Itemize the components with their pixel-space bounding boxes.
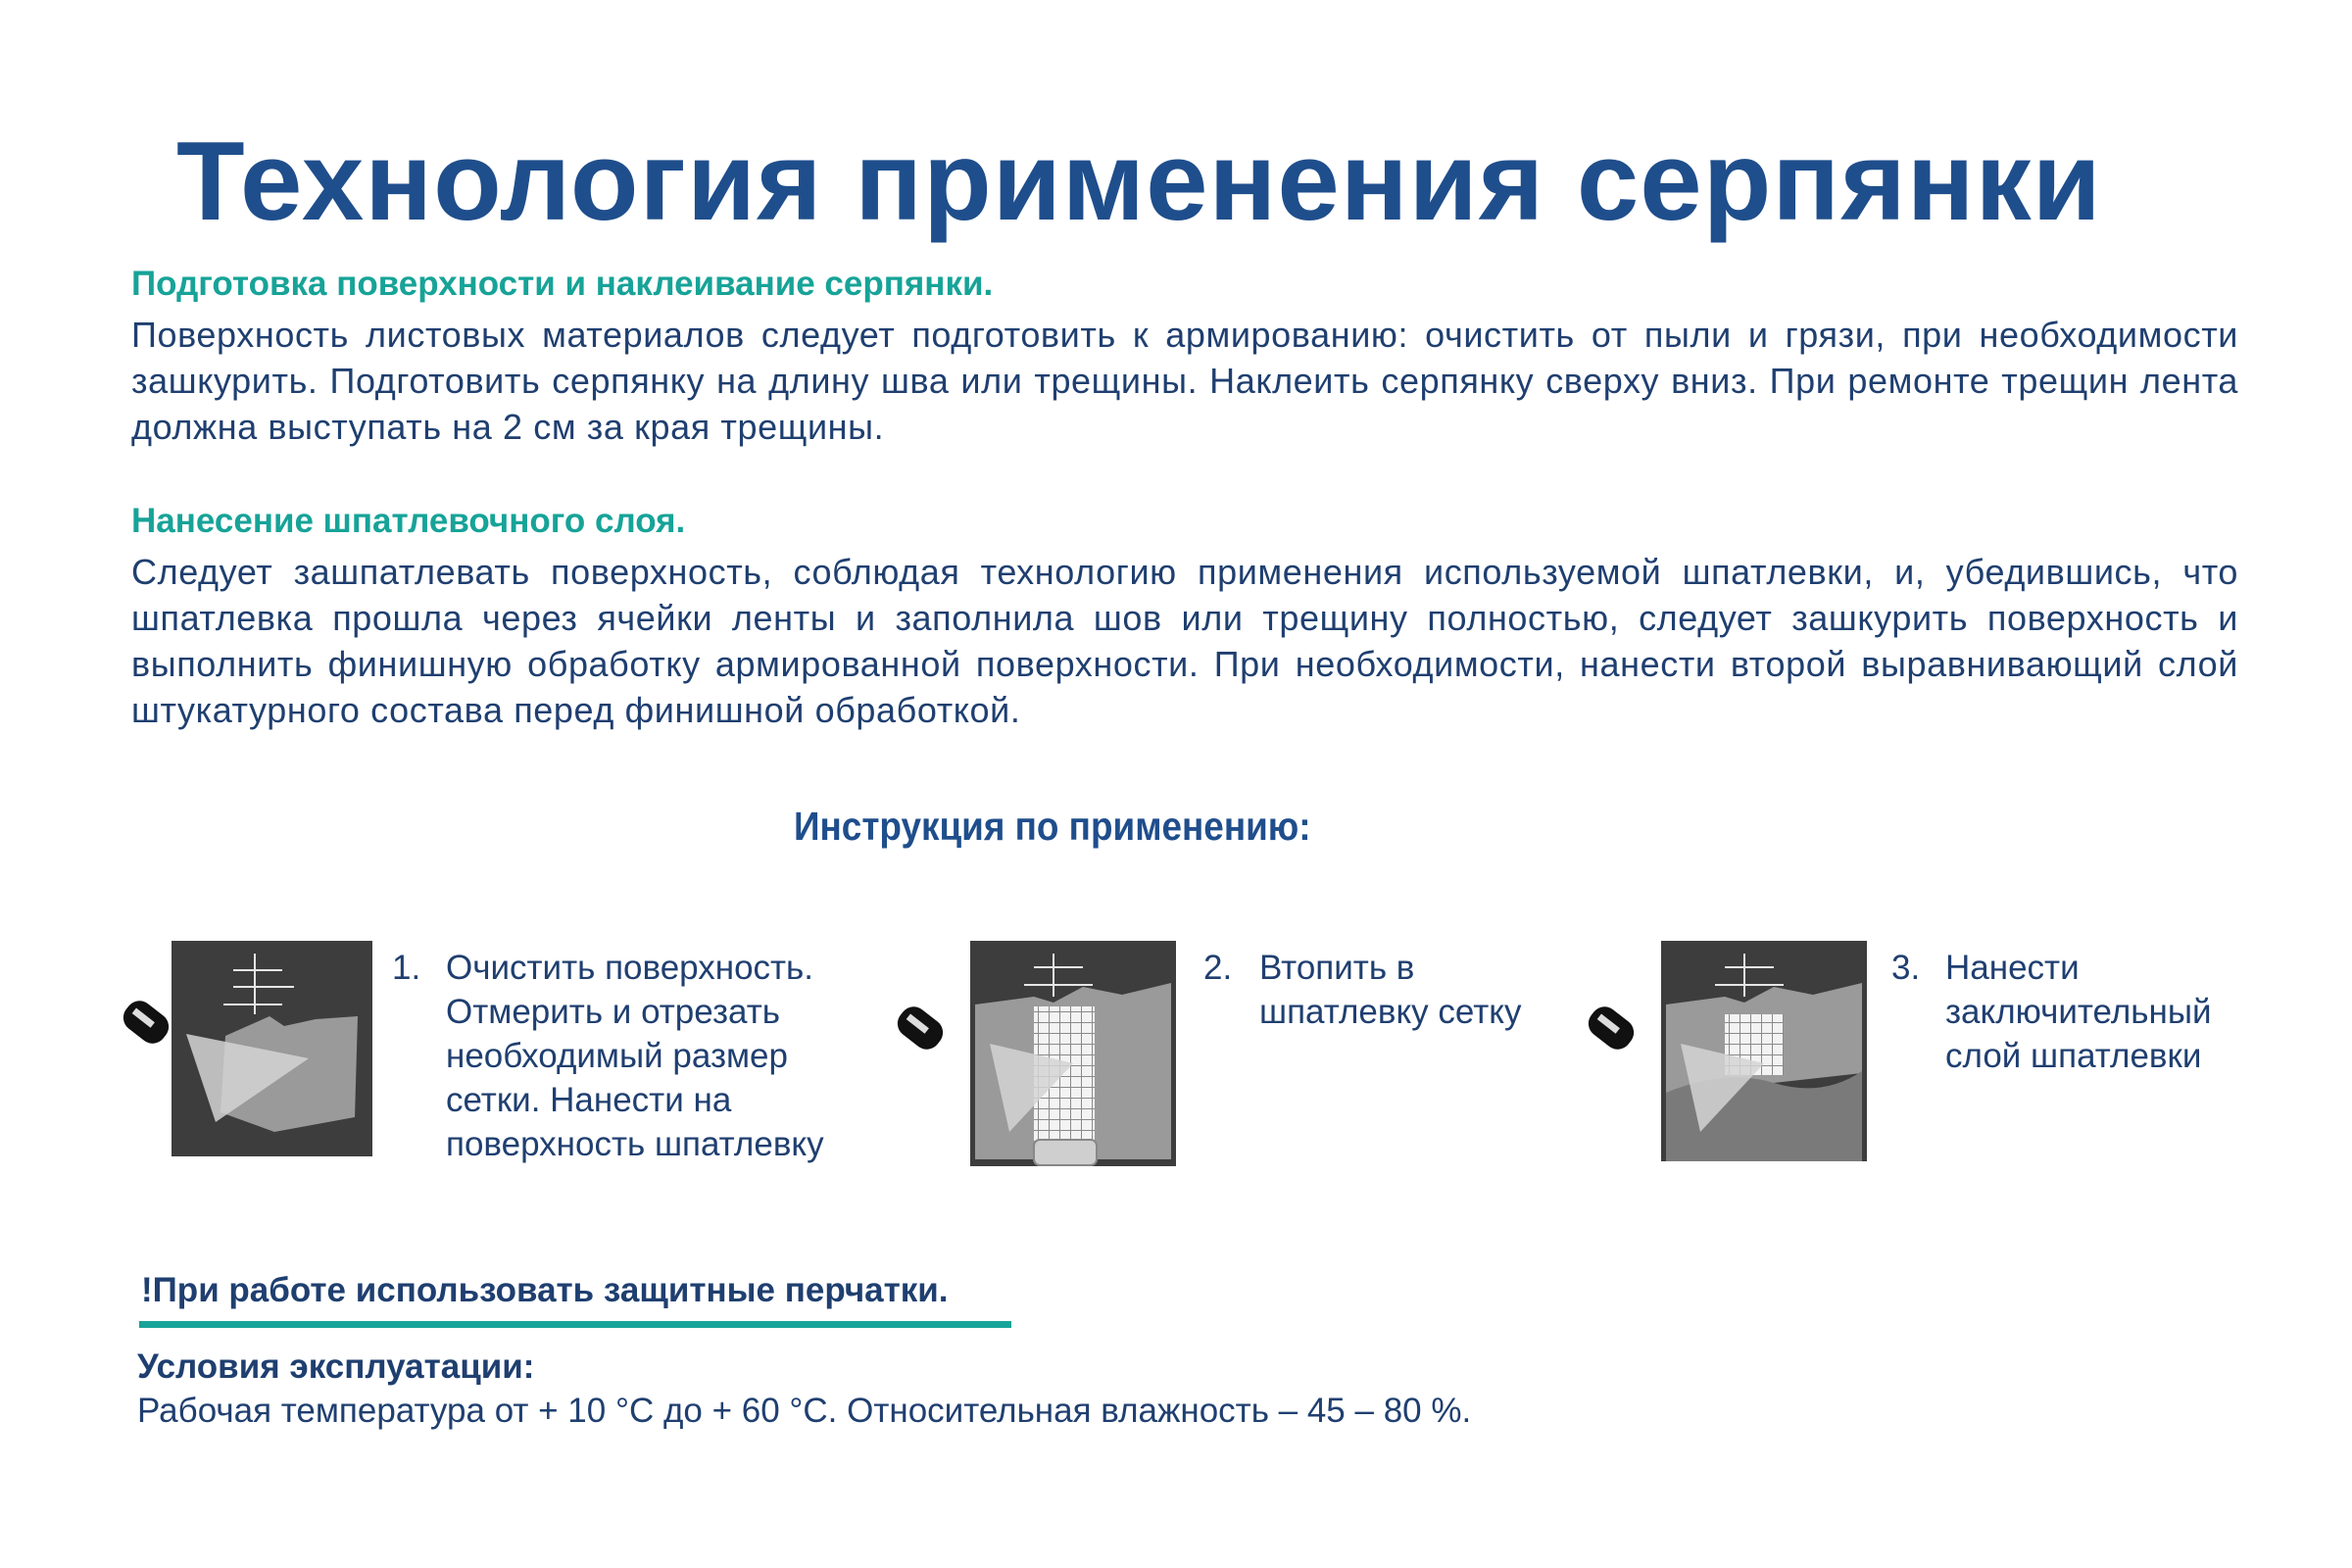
step-3-text: Нанести заключительный слой шпатлевки <box>1945 949 2212 1075</box>
trowel-surface-icon <box>118 936 372 1166</box>
trowel-final-layer-icon <box>1578 936 1872 1171</box>
step-2-text: Втопить в шпатлевку сетку <box>1259 949 1522 1031</box>
step-2-number: 2. <box>1203 949 1233 987</box>
step-1-number: 1. <box>392 949 421 987</box>
conditions-text: Рабочая температура от + 10 °С до + 60 °С. Относительная влажность – 45 – 80 %. <box>137 1392 1472 1430</box>
instructions-title: Инструкция по применению: <box>794 804 1311 849</box>
step-1-text: Очистить поверхность. Отмерить и отрезать необходимый размер сетки. Нанести на поверхность шпатлевку <box>446 949 824 1163</box>
section-text-puttying: Следует зашпатлевать поверхность, соблюдая технологию применения используемой шпатлевки, и, убедившись, что шпатлевка прошла через ячейки ленты и заполнила шов или трещину полностью, следует зашкурить поверхность и выполнить финишную обработку армированной поверхности. При необходимости, нанести второй выравнивающий слой штукатурного состава перед финишной обработкой. <box>131 552 2238 730</box>
safety-warning: !При работе использовать защитные перчатки. <box>141 1271 949 1309</box>
section-text-preparation: Поверхность листовых материалов следует подготовить к армированию: очистить от пыли и грязи, при необходимости зашкурить. Подготовить серпянку на длину шва или трещины. Наклеить серпянку сверху вниз. При ремонте трещин лента должна выступать на 2 см за края трещины. <box>131 315 2238 447</box>
trowel-mesh-icon <box>887 936 1181 1176</box>
divider-rule <box>139 1321 1011 1328</box>
conditions-heading: Условия эксплуатации: <box>137 1348 535 1386</box>
section-heading-preparation: Подготовка поверхности и наклеивание серпянки. <box>131 265 994 303</box>
step-3-number: 3. <box>1891 949 1921 987</box>
section-heading-puttying: Нанесение шпатлевочного слоя. <box>131 502 686 540</box>
page-title: Технология применения серпянки <box>176 120 2102 244</box>
